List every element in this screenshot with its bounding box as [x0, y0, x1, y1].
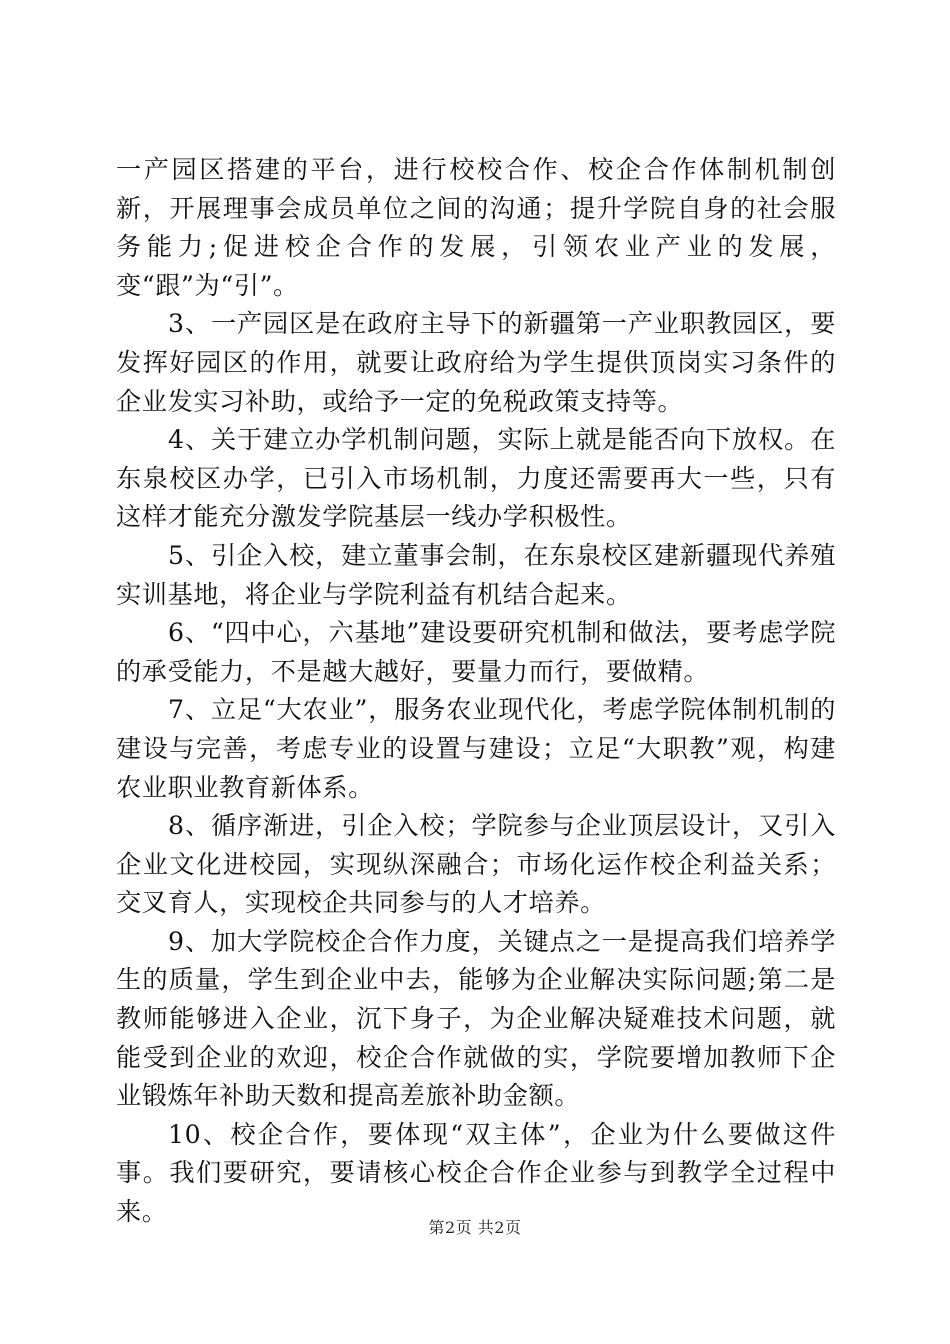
paragraph-item-6: 6、“四中心，六基地”建设要研究机制和做法，要考虑学院的承受能力，不是越大越好，要量力而行，要做精。 [116, 618, 836, 686]
document-body [116, 151, 836, 1232]
paragraph-item-8: 8、循序渐进，引企入校；学院参与企业顶层设计，又引入企业文化进校园，实现纵深融合；市场化运作校企利益关系；交叉育人，实现校企共同参与的人才培养。 [116, 811, 836, 918]
page-number-footer: 第2页 共2页 [428, 1218, 522, 1237]
paragraph-item-9: 9、加大学院校企合作力度，关键点之一是提高我们培养学生的质量，学生到企业中去，能够为企业解决实际问题;第二是教师能够进入企业，沉下身子，为企业解决疑难技术问题，就能受到企业的欢迎，校企合作就做的实，学院要增加教师下企业锻炼年补助天数和提高差旅补助金额。 [116, 926, 836, 1111]
paragraph-item-7: 7、立足“大农业”，服务农业现代化，考虑学院体制机制的建设与完善，考虑专业的设置与建设；立足“大职教”观，构建农业职业教育新体系。 [116, 695, 836, 802]
paragraph-item-10: 10、校企合作，要体现“双主体”，企业为什么要做这件事。我们要研究，要请核心校企合作企业参与到教学全过程中来。 [116, 1119, 836, 1227]
paragraph-item-3: 3、一产园区是在政府主导下的新疆第一产业职教园区，要发挥好园区的作用，就要让政府给为学生提供顶岗实习条件的企业发实习补助，或给予一定的免税政策支持等。 [116, 309, 836, 416]
paragraph-continuation: 一产园区搭建的平台，进行校校合作、校企合作体制机制创新，开展理事会成员单位之间的沟通；提升学院自身的社会服务能力;促进校企合作的发展，引领农业产业的发展，变“跟”为“引”。 [116, 155, 836, 300]
paragraph-item-5: 5、引企入校，建立董事会制，在东泉校区建新疆现代养殖实训基地，将企业与学院利益有机结合起来。 [116, 540, 836, 609]
paragraph-item-4: 4、关于建立办学机制问题，实际上就是能否向下放权。在东泉校区办学，已引入市场机制，力度还需要再大一些，只有这样才能充分激发学院基层一线办学积极性。 [116, 425, 836, 532]
